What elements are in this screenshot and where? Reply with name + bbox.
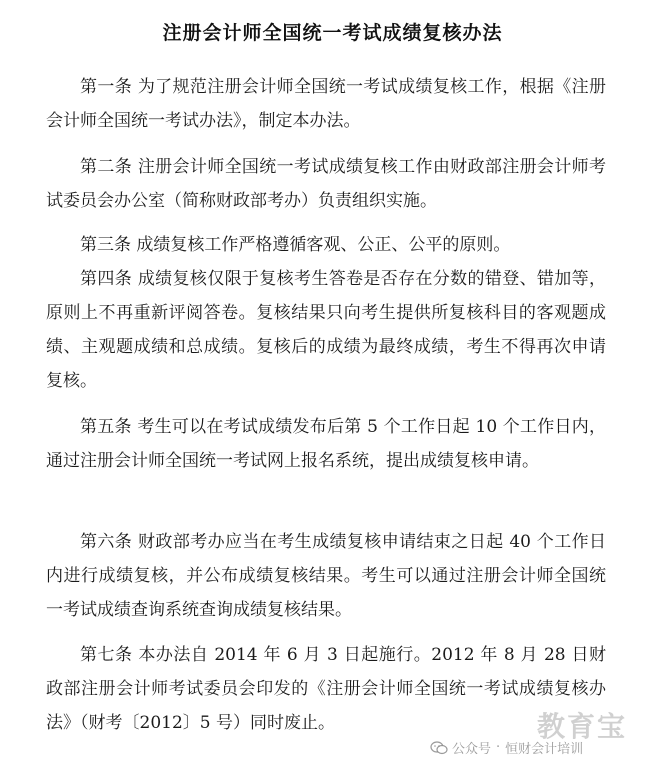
article-2: 第二条 注册会计师全国统一考试成绩复核工作由财政部注册会计师考试委员会办公室（简称财政部考办）负责组织实施。 xyxy=(46,157,606,211)
article-1: 第一条 为了规范注册会计师全国统一考试成绩复核工作，根据《注册会计师全国统一考试办法》，制定本办法。 xyxy=(46,77,606,131)
article-3: 第三条 成绩复核工作严格遵循客观、公正、公平的原则。 xyxy=(80,235,511,255)
article-4: 第四条 成绩复核仅限于复核考生答卷是否存在分数的错登、错加等，原则上不再重新评阅答卷。复核结果只向考生提供所复核科目的客观题成绩、主观题成绩和总成绩。复核后的成绩为最终成绩，考生不得再次申请复核。 xyxy=(46,269,606,391)
document-title: 注册会计师全国统一考试成绩复核办法 xyxy=(162,22,503,44)
account-watermark xyxy=(430,738,583,757)
wechat-icon xyxy=(430,741,448,755)
article-5: 第五条 考生可以在考试成绩发布后第 5 个工作日起 10 个工作日内，通过注册会计师全国统一考试网上报名系统，提出成绩复核申请。 xyxy=(46,417,606,471)
article-7: 第七条 本办法自 2014 年 6 月 3 日起施行。2012 年 8 月 28 日财政部注册会计师考试委员会印发的《注册会计师全国统一考试成绩复核办法》（财考〔2012〕5 号）同时废止。 xyxy=(46,645,606,733)
watermark-account-name: 恒财会计培训 xyxy=(505,742,584,757)
article-6: 第六条 财政部考办应当在考生成绩复核申请结束之日起 40 个工作日内进行成绩复核，并公布成绩复核结果。考生可以通过注册会计师全国统一考试成绩查询系统查询成绩复核结果。 xyxy=(46,532,606,620)
watermark-source-label: 公众号 xyxy=(452,742,492,757)
brand-watermark: 教育宝 xyxy=(537,710,628,743)
watermark-separator: · xyxy=(496,740,501,755)
